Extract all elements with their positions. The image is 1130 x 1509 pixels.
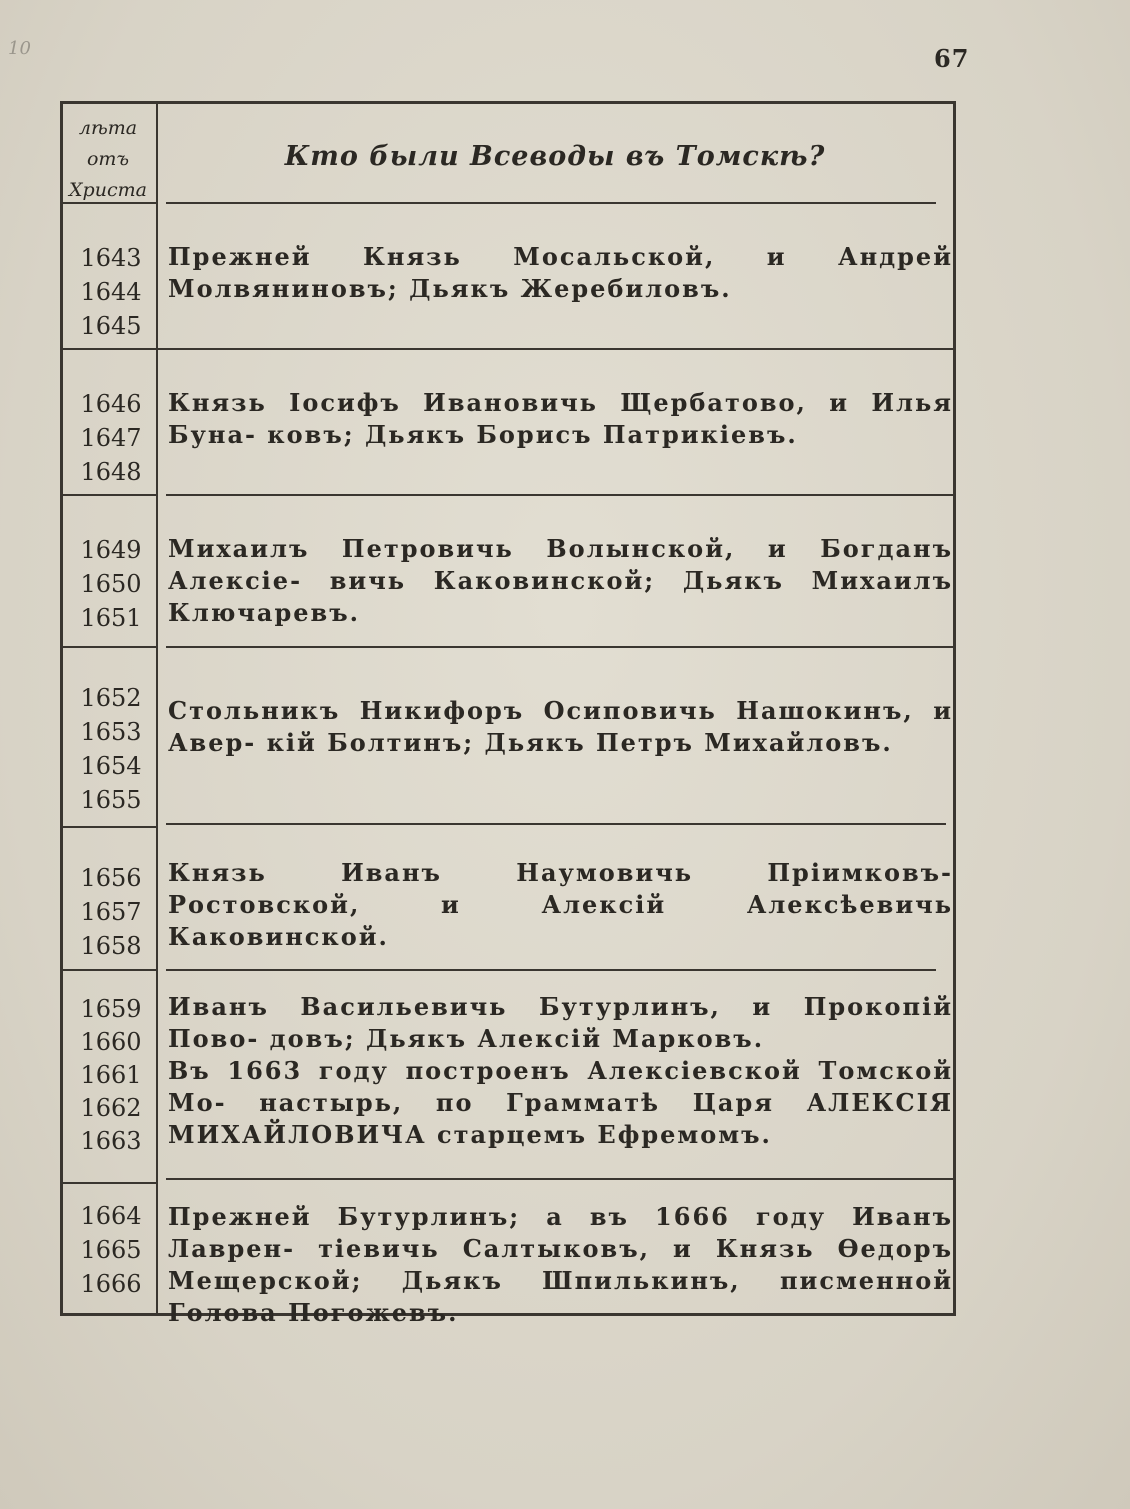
year: 1650 — [80, 570, 142, 598]
row-entry — [168, 241, 953, 305]
row-entry — [168, 387, 953, 451]
row-separator — [60, 1182, 156, 1184]
year: 1651 — [80, 604, 142, 632]
row-separator — [60, 969, 156, 971]
entry-text: Въ 1663 году построенъ Алексіевской Томской Мо- настырь, по Грамматѣ Царя АЛЕКСІЯ МИХАЙЛОВИЧА старцемъ Ефремомъ. — [168, 1056, 953, 1149]
year: 1646 — [80, 390, 142, 418]
row-years — [70, 387, 152, 489]
row-years — [70, 681, 152, 817]
voivodes-table — [60, 101, 956, 1327]
row-separator — [60, 494, 156, 496]
row-separator — [60, 202, 156, 204]
row-entry — [168, 695, 953, 759]
corner-mark: 10 — [8, 38, 31, 59]
entry-text: Иванъ Васильевичь Бутурлинъ, и Прокопій Пово- довъ; Дьякъ Алексій Марковъ. — [168, 992, 953, 1053]
header-years-line: отъ — [86, 148, 130, 170]
entry-text: Прежней Князь Мосальской, и Андрей Молвяниновъ; Дьякъ Жеребиловъ. — [168, 242, 953, 303]
year: 1657 — [80, 898, 142, 926]
year: 1665 — [80, 1236, 142, 1264]
year: 1643 — [80, 244, 142, 272]
row-separator — [60, 348, 956, 350]
row-separator — [166, 1178, 956, 1180]
table-left-border — [60, 101, 63, 1316]
row-separator — [166, 494, 956, 496]
entry-text: Князь Иванъ Наумовичь Пріимковъ-Ростовской, и Алексій Алексѣевичь Каковинской. — [168, 858, 953, 951]
row-years — [70, 993, 152, 1158]
years-column-header — [62, 113, 154, 206]
year: 1659 — [80, 995, 142, 1023]
table-top-border — [60, 101, 956, 104]
row-separator — [60, 646, 156, 648]
year: 1654 — [80, 752, 142, 780]
year: 1652 — [80, 684, 142, 712]
year: 1664 — [80, 1202, 142, 1230]
row-entry — [168, 991, 953, 1151]
year: 1649 — [80, 536, 142, 564]
entry-text: Стольникъ Никифоръ Осиповичь Нашокинъ, и Авер- кій Болтинъ; Дьякъ Петръ Михайловъ. — [168, 696, 953, 757]
entry-text: Прежней Бутурлинъ; а въ 1666 году Иванъ Лаврен- тіевичь Салтыковъ, и Князь Ѳедоръ Мещерской; Дьякъ Шпилькинъ, писменной Голова Погожевъ. — [168, 1202, 953, 1327]
year: 1655 — [80, 786, 142, 814]
row-years — [70, 241, 152, 343]
row-entry — [168, 857, 953, 953]
row-separator — [166, 646, 956, 648]
year: 1644 — [80, 278, 142, 306]
column-divider — [156, 101, 158, 1316]
year: 1648 — [80, 458, 142, 486]
table-title: Кто были Всеводы въ Томскѣ? — [284, 141, 826, 172]
page-number: 67 — [934, 44, 970, 73]
row-entry — [168, 1201, 953, 1329]
year: 1660 — [80, 1028, 142, 1056]
row-years — [70, 1199, 152, 1301]
year: 1662 — [80, 1094, 142, 1122]
year: 1653 — [80, 718, 142, 746]
year: 1656 — [80, 864, 142, 892]
row-separator — [60, 826, 156, 828]
year: 1666 — [80, 1270, 142, 1298]
header-years-line: лѣта — [78, 117, 138, 139]
entry-text: Князь Іосифъ Ивановичь Щербатово, и Илья Буна- ковъ; Дьякъ Борисъ Патрикіевъ. — [168, 388, 953, 449]
row-entry — [168, 533, 953, 629]
row-years — [70, 533, 152, 635]
year: 1663 — [80, 1127, 142, 1155]
row-separator — [166, 969, 936, 971]
year: 1647 — [80, 424, 142, 452]
year: 1658 — [80, 932, 142, 960]
table-right-border — [953, 101, 956, 1316]
year: 1661 — [80, 1061, 142, 1089]
row-years — [70, 861, 152, 963]
row-separator — [166, 823, 946, 825]
row-separator — [166, 202, 936, 204]
year: 1645 — [80, 312, 142, 340]
header-years-line: Христа — [69, 179, 147, 201]
entry-text: Михаилъ Петровичь Волынской, и Богданъ Алексіе- вичь Каковинской; Дьякъ Михаилъ Ключаревъ. — [168, 534, 953, 627]
